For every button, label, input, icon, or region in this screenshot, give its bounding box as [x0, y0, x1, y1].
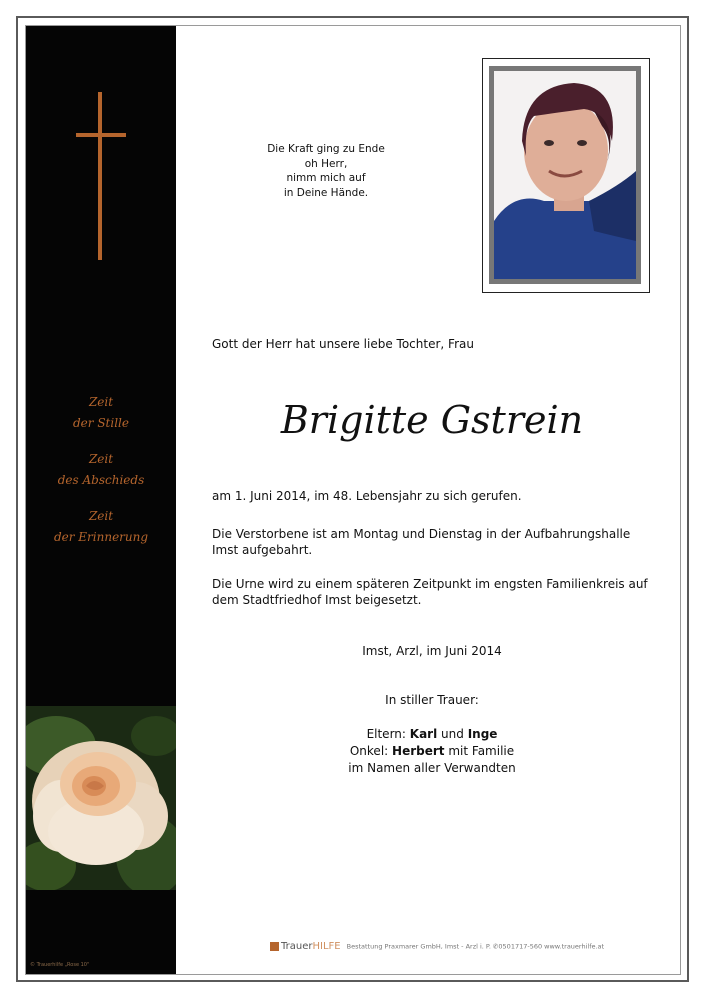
verse: Die Kraft ging zu Ende oh Herr, nimm mich auf in Deine Hände. — [267, 143, 385, 199]
place-date: Imst, Arzl, im Juni 2014 — [362, 644, 502, 658]
cross-icon-bar — [76, 133, 126, 137]
deceased-name: Brigitte Gstrein — [280, 398, 584, 442]
footer-text: Bestattung Praxmarer GmbH, Imst - Arzl i. P. ✆0501717-560 www.trauerhilfe.at — [346, 942, 605, 951]
sidebar-motto-3: Zeit der Erinnerung — [53, 509, 149, 544]
footer — [270, 941, 605, 955]
viewing-paragraph: Die Verstorbene ist am Montag und Dienstag in der Aufbahrungshalle Imst aufgebahrt. — [212, 527, 631, 557]
death-notice: am 1. Juni 2014, im 48. Lebensjahr zu sich gerufen. — [212, 489, 522, 503]
logo-part2: HILFE — [312, 941, 341, 952]
mourner-parents: Eltern: Karl und Inge — [366, 727, 498, 741]
portrait-photo — [494, 71, 636, 279]
mourning-heading: In stiller Trauer: — [385, 693, 479, 707]
sidebar-motto-1: Zeit der Stille — [73, 395, 129, 430]
trauerhilfe-logo-icon — [270, 942, 279, 951]
cross-icon — [98, 92, 102, 260]
intro-text: Gott der Herr hat unsere liebe Tochter, Frau — [212, 337, 474, 351]
copyright-note: © Trauerhilfe „Rose 10" — [30, 962, 90, 968]
mourner-uncle: Onkel: Herbert mit Familie — [349, 744, 515, 758]
burial-paragraph: Die Urne wird zu einem späteren Zeitpunkt im engsten Familienkreis auf dem Stadtfriedhof Imst beigesetzt. — [212, 577, 648, 607]
mourner-relatives: im Namen aller Verwandten — [348, 761, 516, 775]
sidebar-motto-2: Zeit des Abschieds — [57, 452, 145, 487]
logo-part1: Trauer — [281, 941, 313, 952]
rose-image — [26, 706, 176, 890]
